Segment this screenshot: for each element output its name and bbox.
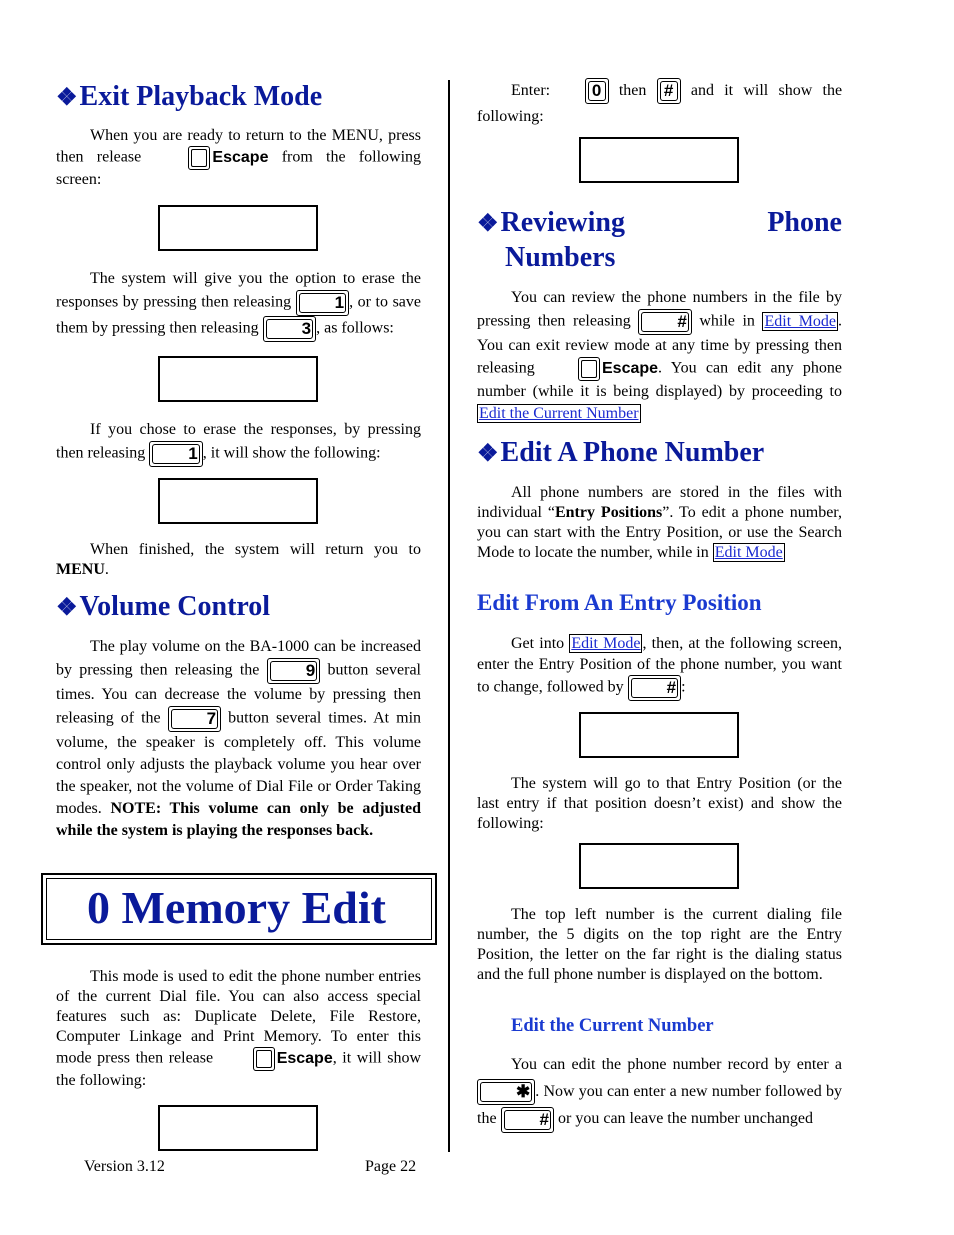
- diamond-bullet-icon: ❖: [56, 595, 78, 621]
- key-1-icon: 1: [296, 290, 349, 316]
- key-hash-icon: #: [638, 309, 691, 335]
- diamond-bullet-icon: ❖: [477, 211, 499, 237]
- entry-paragraph-1: Get into Edit Mode , then, at the following screen, enter the Entry Position of the phone number, you want to change, followed by # :: [477, 633, 842, 701]
- volume-paragraph: The play volume on the BA-1000 can be increased by pressing then releasing the 9 button several times. You can decrease the volume by pressing then releasing of the 7 button several times. At min volume, the speaker is completely off. This volume control only adjusts the playback volume you hear over the speaker, not the volume of Dial File or Order Taking modes. NOTE: This volume can only be adjusted while the system is playing the responses back.: [56, 638, 422, 839]
- exit-paragraph-4: When finished, the system will return you to MENU.: [56, 541, 421, 578]
- key-hash-icon: #: [628, 675, 681, 701]
- entry-paragraph-3: The top left number is the current dialing file number, the 5 digits on the top right are the Entry Position, the letter on the far right is the dialing status and the full phone number is displayed on the bottom.: [477, 906, 842, 983]
- diamond-bullet-icon: ❖: [477, 441, 499, 467]
- exit-paragraph-3: If you chose to erase the responses, by pressing then releasing 1 , it will show the following:: [56, 419, 421, 467]
- chapter-title: 0 Memory Edit: [87, 882, 386, 933]
- escape-key-icon: Escape: [544, 357, 658, 381]
- memory-edit-paragraph: This mode is used to edit the phone number entries of the current Dial file. You can also access special features such as: Duplicate Delete, File Restore, Computer Linkage and Print Memory. To enter this mode press then release Escape, it will show the following:: [56, 968, 422, 1089]
- edit-mode-link[interactable]: Edit Mode: [571, 635, 641, 652]
- edit-mode-link[interactable]: Edit Mode: [764, 312, 837, 330]
- footer-page-number: Page 22: [365, 1158, 417, 1175]
- key-3-icon: 3: [263, 316, 316, 342]
- lcd-screen: [158, 205, 318, 251]
- lcd-screen: [579, 712, 739, 758]
- entry-position-heading: Edit From An Entry Position: [477, 590, 762, 615]
- key-7-icon: 7: [168, 706, 221, 732]
- diamond-bullet-icon: ❖: [56, 85, 78, 111]
- lcd-screen: [158, 1105, 318, 1151]
- edit-mode-link[interactable]: Edit Mode: [714, 544, 783, 561]
- reviewing-heading: ❖Reviewing Phone Numbers: [477, 207, 842, 273]
- chapter-title-box: [41, 873, 437, 945]
- escape-key-icon: Escape: [154, 146, 268, 170]
- edit-phone-paragraph: All phone numbers are stored in the files with individual “Entry Positions”. To edit a phone number, you can start with the Entry Position, or use the Search Mode to locate the number, while in Edit Mode: [477, 484, 842, 561]
- entry-paragraph-2: The system will go to that Entry Position (or the last entry if that position doesn’t exist) and show the following:: [477, 775, 842, 832]
- exit-paragraph-1: When you are ready to return to the MENU, press then release Escape from the following screen:: [56, 127, 422, 188]
- enter-paragraph: Enter: 0 then # and it will show the following:: [477, 78, 842, 130]
- edit-phone-heading: ❖Edit A Phone Number: [477, 437, 765, 468]
- key-9-icon: 9: [267, 658, 320, 684]
- key-star-icon: ✱: [477, 1079, 535, 1105]
- lcd-screen: [158, 478, 318, 524]
- footer-version: Version 3.12: [84, 1158, 165, 1175]
- exit-playback-heading: ❖Exit Playback Mode: [56, 81, 323, 112]
- escape-key-icon: Escape: [219, 1047, 333, 1071]
- exit-paragraph-2: The system will give you the option to erase the responses by pressing then releasing 1 , or to save them by pressing then releasing 3 , as follows:: [56, 268, 421, 342]
- lcd-screen: [579, 843, 739, 889]
- edit-current-paragraph: You can edit the phone number record by enter a ✱ . Now you can enter a new number followed by the # or you can leave the number unchanged: [477, 1051, 842, 1133]
- key-0-icon: 0: [585, 78, 609, 104]
- lcd-screen: [579, 137, 739, 183]
- key-hash-icon: #: [657, 78, 681, 104]
- volume-control-heading: ❖Volume Control: [56, 591, 271, 622]
- key-1-icon: 1: [149, 441, 202, 467]
- key-hash-icon: #: [501, 1107, 554, 1133]
- review-paragraph: You can review the phone numbers in the file by pressing then releasing # while in Edit Mode . You can exit review mode at any time by pressing then releasing Escape. You can edit any phone number (while it is being displayed) by proceeding to Edit the Current Number: [477, 289, 843, 422]
- edit-current-heading: Edit the Current Number: [511, 1016, 714, 1036]
- column-divider: [448, 80, 450, 1152]
- lcd-screen: [158, 356, 318, 402]
- edit-current-number-link[interactable]: Edit the Current Number: [479, 405, 639, 422]
